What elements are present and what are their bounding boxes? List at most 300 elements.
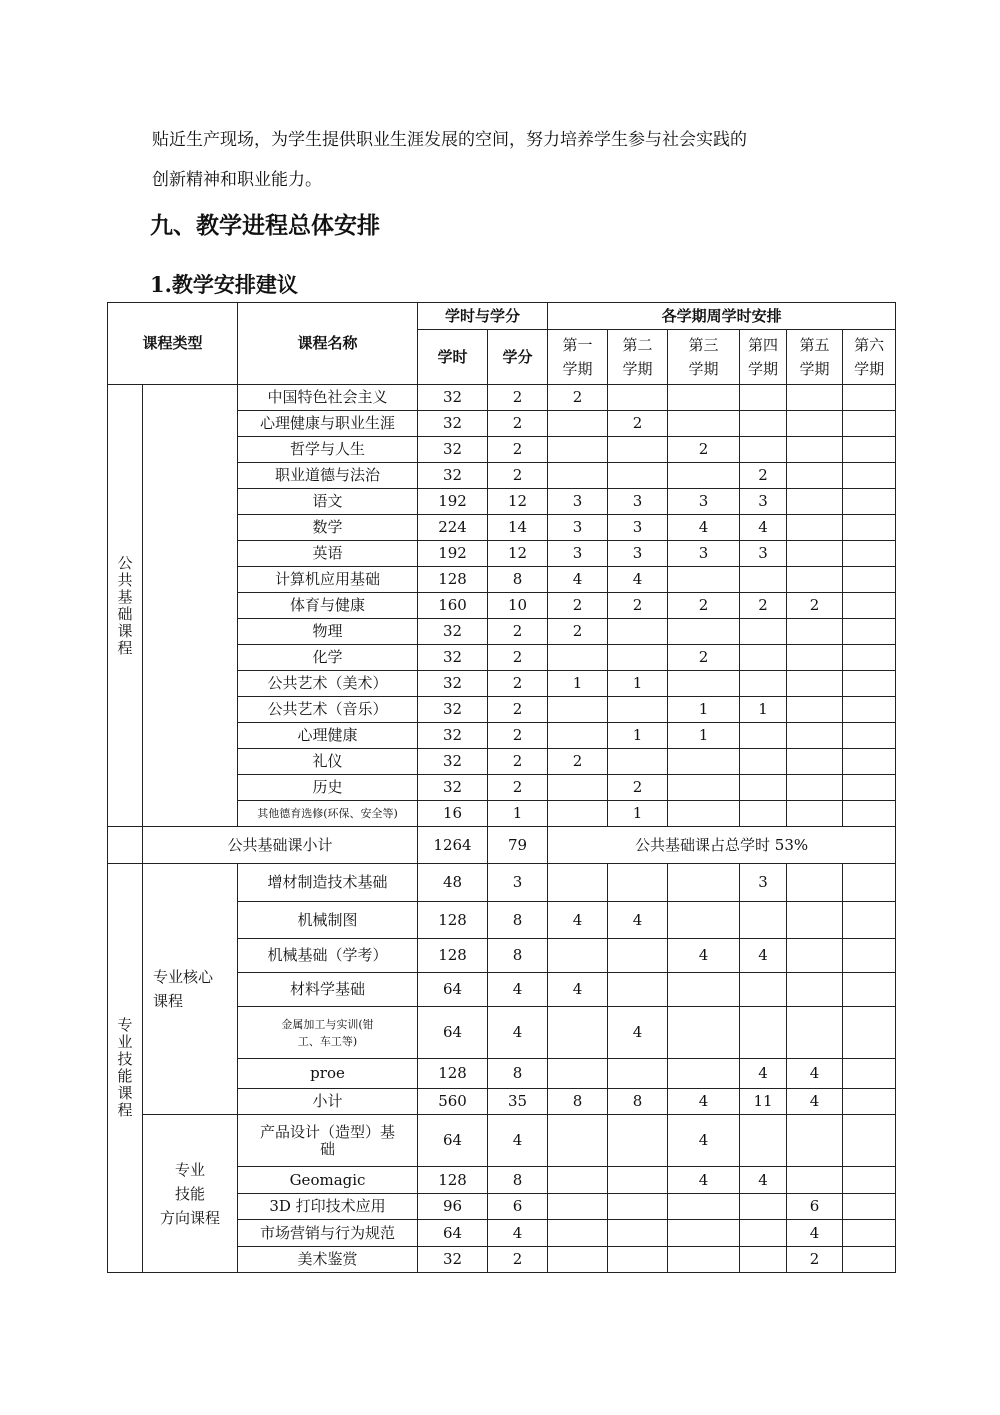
credits-cell: 2 bbox=[488, 385, 548, 411]
semester-1-cell bbox=[548, 1247, 608, 1273]
credits-cell: 12 bbox=[488, 489, 548, 515]
semester-4-cell bbox=[740, 1194, 787, 1220]
direction-group-label: 专业 技能 方向课程 bbox=[143, 1115, 238, 1273]
semester-5-cell bbox=[787, 489, 843, 515]
semester-1-cell bbox=[548, 697, 608, 723]
header-semester-plan: 各学期周学时安排 bbox=[548, 303, 896, 330]
hours-cell: 32 bbox=[418, 619, 488, 645]
semester-1-cell bbox=[548, 645, 608, 671]
semester-3-cell bbox=[668, 1007, 740, 1059]
semester-4-cell bbox=[740, 801, 787, 827]
semester-5-cell: 4 bbox=[787, 1220, 843, 1247]
semester-1-cell bbox=[548, 1194, 608, 1220]
semester-4-cell bbox=[740, 411, 787, 437]
semester-4-cell bbox=[740, 1220, 787, 1247]
core-subtotal-credits: 35 bbox=[488, 1089, 548, 1115]
course-name-cell: 心理健康与职业生涯 bbox=[238, 411, 418, 437]
semester-2-cell bbox=[608, 463, 668, 489]
public-subtotal-note: 公共基础课占总学时 53% bbox=[548, 827, 896, 864]
hours-cell: 192 bbox=[418, 541, 488, 567]
hours-cell: 128 bbox=[418, 1167, 488, 1194]
hours-cell: 64 bbox=[418, 1115, 488, 1167]
semester-3-cell bbox=[668, 801, 740, 827]
semester-5-cell: 2 bbox=[787, 593, 843, 619]
semester-5-cell: 6 bbox=[787, 1194, 843, 1220]
semester-4-cell: 4 bbox=[740, 1167, 787, 1194]
semester-6-cell bbox=[843, 437, 896, 463]
semester-3-cell bbox=[668, 463, 740, 489]
semester-2-cell bbox=[608, 437, 668, 463]
semester-5-cell bbox=[787, 515, 843, 541]
semester-5-cell: 4 bbox=[787, 1059, 843, 1089]
semester-2-cell: 1 bbox=[608, 671, 668, 697]
semester-5-cell bbox=[787, 973, 843, 1007]
header-semester-5 bbox=[787, 330, 843, 385]
semester-4-cell bbox=[740, 619, 787, 645]
semester-6-cell bbox=[843, 801, 896, 827]
semester-5-cell bbox=[787, 1007, 843, 1059]
header-semester-6 bbox=[843, 330, 896, 385]
semester-2-cell: 4 bbox=[608, 567, 668, 593]
semester-2-cell bbox=[608, 1059, 668, 1089]
public-subtotal-credits: 79 bbox=[488, 827, 548, 864]
semester-6-cell bbox=[843, 902, 896, 939]
hours-cell: 32 bbox=[418, 775, 488, 801]
hours-cell: 32 bbox=[418, 749, 488, 775]
course-name-cell: 材料学基础 bbox=[238, 973, 418, 1007]
semester-6-cell bbox=[843, 1167, 896, 1194]
semester-3-label: 第三 学期 bbox=[688, 336, 719, 378]
semester-4-cell: 4 bbox=[740, 1059, 787, 1089]
hours-cell: 160 bbox=[418, 593, 488, 619]
semester-3-cell: 3 bbox=[668, 489, 740, 515]
professional-group-label: 专 业 技 能 课 程 bbox=[108, 864, 143, 1273]
semester-4-cell bbox=[740, 723, 787, 749]
credits-cell: 8 bbox=[488, 939, 548, 973]
semester-4-cell bbox=[740, 385, 787, 411]
public-subtotal-row bbox=[108, 827, 896, 864]
header-row-1 bbox=[108, 303, 896, 330]
section-title: 九、教学进程总体安排 bbox=[150, 213, 380, 239]
core-subtotal-label: 小计 bbox=[238, 1089, 418, 1115]
core-group-label: 专业核心 课程 bbox=[143, 864, 238, 1115]
public-subtotal-blank bbox=[108, 827, 143, 864]
semester-3-cell: 2 bbox=[668, 645, 740, 671]
semester-6-cell bbox=[843, 489, 896, 515]
semester-6-cell bbox=[843, 567, 896, 593]
course-name-cell: 心理健康 bbox=[238, 723, 418, 749]
direction-course-row bbox=[108, 1115, 896, 1167]
credits-cell: 2 bbox=[488, 437, 548, 463]
course-name-cell: 金属加工与实训(钳 工、车工等) bbox=[238, 1007, 418, 1059]
hours-cell: 128 bbox=[418, 902, 488, 939]
semester-5-cell bbox=[787, 697, 843, 723]
hours-cell: 48 bbox=[418, 864, 488, 902]
semester-1-cell bbox=[548, 1167, 608, 1194]
course-name-cell: proe bbox=[238, 1059, 418, 1089]
semester-3-cell bbox=[668, 902, 740, 939]
semester-1-cell: 2 bbox=[548, 593, 608, 619]
course-name-cell: 历史 bbox=[238, 775, 418, 801]
semester-1-cell: 4 bbox=[548, 973, 608, 1007]
credits-cell: 2 bbox=[488, 463, 548, 489]
credits-cell: 2 bbox=[488, 411, 548, 437]
semester-6-cell bbox=[843, 463, 896, 489]
credits-cell: 10 bbox=[488, 593, 548, 619]
course-name-cell: 语文 bbox=[238, 489, 418, 515]
course-name-cell: 计算机应用基础 bbox=[238, 567, 418, 593]
semester-6-label: 第六 学期 bbox=[854, 336, 885, 378]
semester-3-cell bbox=[668, 385, 740, 411]
semester-1-cell bbox=[548, 775, 608, 801]
semester-4-cell bbox=[740, 749, 787, 775]
course-name-cell: 机械制图 bbox=[238, 902, 418, 939]
semester-2-cell: 3 bbox=[608, 489, 668, 515]
credits-cell: 6 bbox=[488, 1194, 548, 1220]
course-name-cell: 其他德育选修(环保、安全等) bbox=[238, 801, 418, 827]
core-subtotal-hours: 560 bbox=[418, 1089, 488, 1115]
semester-4-cell bbox=[740, 775, 787, 801]
semester-6-cell bbox=[843, 1115, 896, 1167]
semester-2-cell: 1 bbox=[608, 723, 668, 749]
semester-4-cell: 4 bbox=[740, 939, 787, 973]
course-name-cell: 机械基础（学考） bbox=[238, 939, 418, 973]
header-credits: 学分 bbox=[488, 330, 548, 385]
semester-1-cell bbox=[548, 801, 608, 827]
hours-cell: 32 bbox=[418, 645, 488, 671]
semester-2-cell: 3 bbox=[608, 515, 668, 541]
semester-5-cell bbox=[787, 619, 843, 645]
semester-3-cell bbox=[668, 973, 740, 1007]
semester-1-cell: 4 bbox=[548, 902, 608, 939]
semester-6-cell bbox=[843, 1059, 896, 1089]
hours-cell: 32 bbox=[418, 697, 488, 723]
semester-3-cell: 4 bbox=[668, 515, 740, 541]
semester-5-cell bbox=[787, 801, 843, 827]
course-name-cell: 产品设计（造型）基 础 bbox=[238, 1115, 418, 1167]
credits-cell: 8 bbox=[488, 1167, 548, 1194]
credits-cell: 12 bbox=[488, 541, 548, 567]
credits-cell: 14 bbox=[488, 515, 548, 541]
semester-1-cell bbox=[548, 463, 608, 489]
semester-6-cell bbox=[843, 749, 896, 775]
hours-cell: 64 bbox=[418, 1220, 488, 1247]
semester-6-cell bbox=[843, 1220, 896, 1247]
hours-cell: 16 bbox=[418, 801, 488, 827]
core-subtotal-semester-6 bbox=[843, 1089, 896, 1115]
course-name-cell: 数学 bbox=[238, 515, 418, 541]
hours-cell: 64 bbox=[418, 973, 488, 1007]
semester-3-cell bbox=[668, 567, 740, 593]
semester-1-cell bbox=[548, 864, 608, 902]
header-course-type: 课程类型 bbox=[108, 303, 238, 385]
semester-1-cell bbox=[548, 1007, 608, 1059]
header-semester-1 bbox=[548, 330, 608, 385]
semester-1-cell bbox=[548, 1059, 608, 1089]
semester-1-cell bbox=[548, 411, 608, 437]
credits-cell: 2 bbox=[488, 1247, 548, 1273]
semester-6-cell bbox=[843, 671, 896, 697]
course-name-cell: 增材制造技术基础 bbox=[238, 864, 418, 902]
semester-2-cell bbox=[608, 1247, 668, 1273]
public-group-label: 公 共 基 础 课 程 bbox=[108, 385, 143, 827]
semester-3-cell: 3 bbox=[668, 541, 740, 567]
credits-cell: 1 bbox=[488, 801, 548, 827]
header-semester-4 bbox=[740, 330, 787, 385]
core-course-row bbox=[108, 864, 896, 902]
semester-5-cell bbox=[787, 567, 843, 593]
semester-3-cell: 1 bbox=[668, 723, 740, 749]
semester-3-cell bbox=[668, 1247, 740, 1273]
semester-5-cell bbox=[787, 385, 843, 411]
public-subtotal-hours: 1264 bbox=[418, 827, 488, 864]
semester-3-cell bbox=[668, 411, 740, 437]
credits-cell: 4 bbox=[488, 1007, 548, 1059]
semester-3-cell: 1 bbox=[668, 697, 740, 723]
hours-cell: 32 bbox=[418, 411, 488, 437]
semester-6-cell bbox=[843, 864, 896, 902]
semester-4-cell: 2 bbox=[740, 593, 787, 619]
semester-6-cell bbox=[843, 541, 896, 567]
semester-3-cell: 2 bbox=[668, 593, 740, 619]
hours-cell: 128 bbox=[418, 1059, 488, 1089]
semester-5-cell bbox=[787, 775, 843, 801]
semester-4-cell bbox=[740, 1007, 787, 1059]
semester-5-cell bbox=[787, 749, 843, 775]
credits-cell: 4 bbox=[488, 973, 548, 1007]
course-name-cell: Geomagic bbox=[238, 1167, 418, 1194]
semester-1-cell bbox=[548, 1115, 608, 1167]
semester-5-cell bbox=[787, 939, 843, 973]
header-hours-credits: 学时与学分 bbox=[418, 303, 548, 330]
header-course-name: 课程名称 bbox=[238, 303, 418, 385]
course-name-cell: 职业道德与法治 bbox=[238, 463, 418, 489]
hours-cell: 32 bbox=[418, 437, 488, 463]
course-name-cell: 公共艺术（音乐） bbox=[238, 697, 418, 723]
semester-6-cell bbox=[843, 385, 896, 411]
semester-4-cell: 2 bbox=[740, 463, 787, 489]
course-name-cell: 物理 bbox=[238, 619, 418, 645]
core-subtotal-semester-4: 11 bbox=[740, 1089, 787, 1115]
hours-cell: 32 bbox=[418, 463, 488, 489]
hours-cell: 32 bbox=[418, 671, 488, 697]
header-semester-3 bbox=[668, 330, 740, 385]
course-name-cell: 化学 bbox=[238, 645, 418, 671]
semester-6-cell bbox=[843, 775, 896, 801]
semester-5-cell bbox=[787, 1115, 843, 1167]
credits-cell: 2 bbox=[488, 645, 548, 671]
semester-4-cell: 3 bbox=[740, 864, 787, 902]
semester-5-cell bbox=[787, 645, 843, 671]
course-name-cell: 体育与健康 bbox=[238, 593, 418, 619]
semester-2-cell: 2 bbox=[608, 411, 668, 437]
intro-line-2: 创新精神和职业能力。 bbox=[152, 170, 322, 190]
semester-1-cell bbox=[548, 437, 608, 463]
semester-6-cell bbox=[843, 619, 896, 645]
hours-cell: 224 bbox=[418, 515, 488, 541]
semester-2-label: 第二 学期 bbox=[622, 336, 653, 378]
credits-cell: 2 bbox=[488, 723, 548, 749]
semester-2-cell bbox=[608, 973, 668, 1007]
credits-cell: 8 bbox=[488, 567, 548, 593]
semester-6-cell bbox=[843, 1007, 896, 1059]
credits-cell: 4 bbox=[488, 1115, 548, 1167]
credits-cell: 2 bbox=[488, 775, 548, 801]
semester-6-cell bbox=[843, 1194, 896, 1220]
header-semester-2 bbox=[608, 330, 668, 385]
semester-3-cell bbox=[668, 864, 740, 902]
semester-2-cell bbox=[608, 749, 668, 775]
credits-cell: 8 bbox=[488, 902, 548, 939]
semester-5-cell bbox=[787, 541, 843, 567]
semester-6-cell bbox=[843, 515, 896, 541]
semester-6-cell bbox=[843, 697, 896, 723]
course-name-cell: 3D 打印技术应用 bbox=[238, 1194, 418, 1220]
semester-2-cell bbox=[608, 619, 668, 645]
credits-cell: 3 bbox=[488, 864, 548, 902]
public-subtotal-label: 公共基础课小计 bbox=[143, 827, 418, 864]
course-name-cell: 礼仪 bbox=[238, 749, 418, 775]
semester-2-cell bbox=[608, 697, 668, 723]
semester-2-cell: 4 bbox=[608, 902, 668, 939]
core-subtotal-semester-5: 4 bbox=[787, 1089, 843, 1115]
course-name-cell: 哲学与人生 bbox=[238, 437, 418, 463]
semester-2-cell bbox=[608, 939, 668, 973]
semester-2-cell: 2 bbox=[608, 775, 668, 801]
semester-1-cell bbox=[548, 939, 608, 973]
semester-2-cell: 3 bbox=[608, 541, 668, 567]
credits-cell: 2 bbox=[488, 749, 548, 775]
credits-cell: 2 bbox=[488, 671, 548, 697]
course-name-cell: 英语 bbox=[238, 541, 418, 567]
semester-6-cell bbox=[843, 723, 896, 749]
hours-cell: 32 bbox=[418, 385, 488, 411]
semester-5-cell: 2 bbox=[787, 1247, 843, 1273]
course-name-cell: 中国特色社会主义 bbox=[238, 385, 418, 411]
credits-cell: 2 bbox=[488, 697, 548, 723]
public-course-row bbox=[108, 385, 896, 411]
semester-3-cell: 4 bbox=[668, 939, 740, 973]
semester-6-cell bbox=[843, 411, 896, 437]
semester-4-cell bbox=[740, 973, 787, 1007]
semester-3-cell: 2 bbox=[668, 437, 740, 463]
semester-1-cell: 3 bbox=[548, 515, 608, 541]
semester-2-cell bbox=[608, 1167, 668, 1194]
semester-6-cell bbox=[843, 645, 896, 671]
hours-cell: 128 bbox=[418, 939, 488, 973]
semester-4-cell bbox=[740, 1247, 787, 1273]
semester-1-cell: 3 bbox=[548, 541, 608, 567]
semester-2-cell bbox=[608, 645, 668, 671]
semester-1-cell: 2 bbox=[548, 749, 608, 775]
semester-3-cell: 4 bbox=[668, 1115, 740, 1167]
semester-5-cell bbox=[787, 1167, 843, 1194]
intro-line-1: 贴近生产现场，为学生提供职业生涯发展的空间，努力培养学生参与社会实践的 bbox=[152, 130, 747, 150]
semester-3-cell bbox=[668, 1194, 740, 1220]
semester-2-cell bbox=[608, 864, 668, 902]
semester-3-cell bbox=[668, 619, 740, 645]
credits-cell: 4 bbox=[488, 1220, 548, 1247]
semester-3-cell bbox=[668, 775, 740, 801]
course-name-cell: 市场营销与行为规范 bbox=[238, 1220, 418, 1247]
semester-4-cell: 3 bbox=[740, 489, 787, 515]
semester-4-cell bbox=[740, 567, 787, 593]
schedule-table-body bbox=[108, 303, 896, 1273]
semester-1-cell: 3 bbox=[548, 489, 608, 515]
semester-6-cell bbox=[843, 1247, 896, 1273]
semester-2-cell: 1 bbox=[608, 801, 668, 827]
credits-cell: 8 bbox=[488, 1059, 548, 1089]
semester-4-cell bbox=[740, 437, 787, 463]
semester-4-label: 第四 学期 bbox=[748, 336, 779, 378]
semester-5-cell bbox=[787, 411, 843, 437]
semester-4-cell: 1 bbox=[740, 697, 787, 723]
credits-cell: 2 bbox=[488, 619, 548, 645]
semester-1-label: 第一 学期 bbox=[562, 336, 593, 378]
public-subgroup-blank bbox=[143, 385, 238, 827]
semester-2-cell: 2 bbox=[608, 593, 668, 619]
semester-6-cell bbox=[843, 939, 896, 973]
semester-3-cell bbox=[668, 1220, 740, 1247]
course-name-cell: 公共艺术（美术） bbox=[238, 671, 418, 697]
core-subtotal-semester-3: 4 bbox=[668, 1089, 740, 1115]
semester-5-cell bbox=[787, 463, 843, 489]
semester-5-cell bbox=[787, 864, 843, 902]
hours-cell: 128 bbox=[418, 567, 488, 593]
core-subtotal-semester-1: 8 bbox=[548, 1089, 608, 1115]
semester-3-cell bbox=[668, 749, 740, 775]
header-hours: 学时 bbox=[418, 330, 488, 385]
hours-cell: 64 bbox=[418, 1007, 488, 1059]
semester-2-cell bbox=[608, 1194, 668, 1220]
semester-1-cell: 2 bbox=[548, 619, 608, 645]
hours-cell: 96 bbox=[418, 1194, 488, 1220]
subsection-title: 1.教学安排建议 bbox=[150, 272, 298, 297]
semester-3-cell bbox=[668, 1059, 740, 1089]
semester-1-cell bbox=[548, 1220, 608, 1247]
semester-1-cell bbox=[548, 723, 608, 749]
semester-5-label: 第五 学期 bbox=[799, 336, 830, 378]
semester-4-cell: 3 bbox=[740, 541, 787, 567]
semester-3-cell: 4 bbox=[668, 1167, 740, 1194]
semester-6-cell bbox=[843, 593, 896, 619]
semester-1-cell: 2 bbox=[548, 385, 608, 411]
semester-2-cell bbox=[608, 1115, 668, 1167]
semester-2-cell bbox=[608, 385, 668, 411]
semester-4-cell bbox=[740, 671, 787, 697]
semester-4-cell: 4 bbox=[740, 515, 787, 541]
semester-5-cell bbox=[787, 671, 843, 697]
semester-1-cell: 4 bbox=[548, 567, 608, 593]
semester-5-cell bbox=[787, 437, 843, 463]
hours-cell: 32 bbox=[418, 723, 488, 749]
semester-5-cell bbox=[787, 723, 843, 749]
semester-4-cell bbox=[740, 645, 787, 671]
semester-2-cell bbox=[608, 1220, 668, 1247]
semester-6-cell bbox=[843, 973, 896, 1007]
semester-2-cell: 4 bbox=[608, 1007, 668, 1059]
course-name-cell: 美术鉴赏 bbox=[238, 1247, 418, 1273]
core-subtotal-semester-2: 8 bbox=[608, 1089, 668, 1115]
semester-3-cell bbox=[668, 671, 740, 697]
semester-4-cell bbox=[740, 1115, 787, 1167]
semester-1-cell: 1 bbox=[548, 671, 608, 697]
hours-cell: 32 bbox=[418, 1247, 488, 1273]
hours-cell: 192 bbox=[418, 489, 488, 515]
schedule-table bbox=[107, 302, 896, 1273]
semester-5-cell bbox=[787, 902, 843, 939]
semester-4-cell bbox=[740, 902, 787, 939]
